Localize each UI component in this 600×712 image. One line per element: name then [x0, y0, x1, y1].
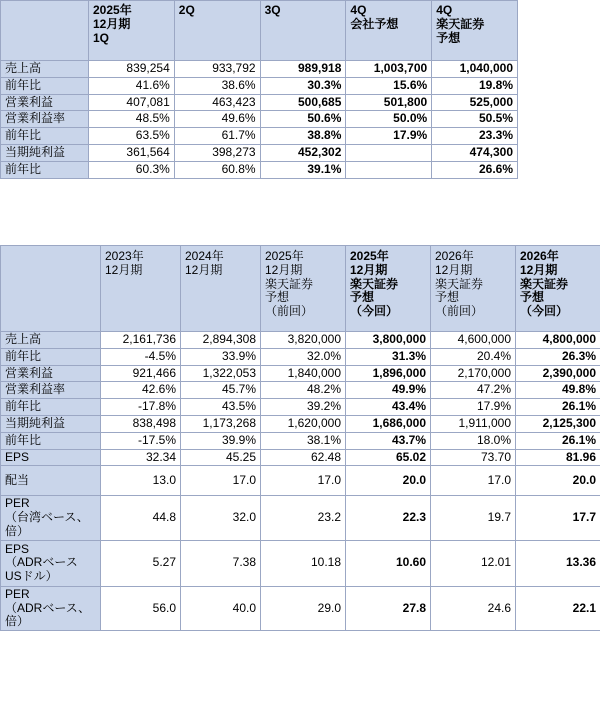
cell: 1,896,000	[346, 365, 431, 382]
row-label-line: USドル）	[5, 569, 58, 584]
cell: 26.3%	[516, 348, 600, 365]
table-row	[1, 348, 600, 365]
cell: 50.6%	[260, 111, 346, 128]
table-row	[1, 399, 600, 416]
header-line: 3Q	[264, 3, 281, 17]
cell: 65.02	[346, 449, 431, 466]
cell: 10.60	[346, 540, 431, 586]
header-cell-2025-new	[346, 246, 431, 332]
row-label	[1, 496, 101, 540]
cell: 839,254	[89, 61, 175, 78]
cell: 474,300	[432, 144, 518, 161]
header-line: 予想	[436, 30, 461, 45]
table-row	[1, 466, 600, 496]
cell: 361,564	[89, 144, 175, 161]
cell: 23.3%	[432, 128, 518, 145]
row-label: EPS	[1, 449, 101, 466]
cell: 17.0	[181, 466, 261, 496]
header-cell-2025-prev	[261, 246, 346, 332]
header-line: （今回）	[520, 304, 569, 319]
header-line: 12月期	[435, 262, 473, 277]
cell: 13.36	[516, 540, 600, 586]
cell: 47.2%	[431, 382, 516, 399]
header-line: 2025年	[350, 249, 389, 263]
cell: 48.5%	[89, 111, 175, 128]
cell	[346, 144, 432, 161]
row-label-line: PER	[5, 496, 30, 511]
cell: 62.48	[261, 449, 346, 466]
table-row	[1, 77, 518, 94]
cell: 41.6%	[89, 77, 175, 94]
header-cell-2023	[101, 246, 181, 332]
quarterly-results-table	[0, 0, 518, 179]
cell: 20.4%	[431, 348, 516, 365]
cell: 38.6%	[174, 77, 260, 94]
cell: 1,322,053	[181, 365, 261, 382]
header-cell-2q	[174, 1, 260, 61]
table-row	[1, 128, 518, 145]
row-label-line: （ADRベース、倍）	[5, 600, 91, 629]
cell: 29.0	[261, 586, 346, 630]
cell: 44.8	[101, 496, 181, 540]
row-label: 売上高	[1, 332, 101, 349]
cell: 10.18	[261, 540, 346, 586]
header-line: 12月期	[350, 262, 388, 277]
header-line: 4Q	[436, 3, 453, 17]
cell: 26.1%	[516, 399, 600, 416]
row-label	[1, 586, 101, 630]
header-line: 予想	[265, 290, 290, 305]
cell: 18.0%	[431, 432, 516, 449]
row-label: 売上高	[1, 61, 89, 78]
row-label: 前年比	[1, 77, 89, 94]
cell	[346, 161, 432, 178]
cell: -4.5%	[101, 348, 181, 365]
cell: 39.9%	[181, 432, 261, 449]
header-line: 予想	[435, 290, 460, 305]
cell: 2,125,300	[516, 415, 600, 432]
cell: 12.01	[431, 540, 516, 586]
header-line: 2024年	[185, 249, 224, 263]
cell: 19.8%	[432, 77, 518, 94]
cell: 4,600,000	[431, 332, 516, 349]
cell: 43.7%	[346, 432, 431, 449]
cell: 921,466	[101, 365, 181, 382]
cell: 3,820,000	[261, 332, 346, 349]
cell: 1,686,000	[346, 415, 431, 432]
cell: 73.70	[431, 449, 516, 466]
row-label: 営業利益	[1, 94, 89, 111]
cell: 56.0	[101, 586, 181, 630]
row-label: 営業利益率	[1, 382, 101, 399]
header-line: 楽天証券	[520, 276, 569, 291]
header-line: 楽天証券	[350, 276, 399, 291]
cell: 20.0	[516, 466, 600, 496]
annual-forecast-table	[0, 245, 600, 631]
row-label: 前年比	[1, 161, 89, 178]
header-line: 12月期	[105, 262, 143, 277]
header-line: （今回）	[350, 304, 399, 319]
table-row	[1, 144, 518, 161]
header-cell-blank	[1, 1, 89, 61]
cell: 17.7	[516, 496, 600, 540]
header-line: 予想	[520, 290, 545, 305]
row-label: 前年比	[1, 432, 101, 449]
cell: 452,302	[260, 144, 346, 161]
cell: 22.1	[516, 586, 600, 630]
cell: -17.5%	[101, 432, 181, 449]
cell: 1,840,000	[261, 365, 346, 382]
cell: 26.1%	[516, 432, 600, 449]
header-cell-2024	[181, 246, 261, 332]
cell: 39.1%	[260, 161, 346, 178]
cell: 2,894,308	[181, 332, 261, 349]
header-cell-4q-company	[346, 1, 432, 61]
row-label-line: （ADRベース	[5, 555, 78, 570]
header-line: 2025年	[265, 249, 304, 263]
cell: 48.2%	[261, 382, 346, 399]
cell: 50.5%	[432, 111, 518, 128]
cell: 2,390,000	[516, 365, 600, 382]
cell: 20.0	[346, 466, 431, 496]
table-row	[1, 161, 518, 178]
cell: 463,423	[174, 94, 260, 111]
cell: 1,911,000	[431, 415, 516, 432]
row-label: 前年比	[1, 128, 89, 145]
cell: 15.6%	[346, 77, 432, 94]
cell: 39.2%	[261, 399, 346, 416]
header-line: 楽天証券	[436, 16, 485, 31]
cell: 407,081	[89, 94, 175, 111]
header-line: 楽天証券	[265, 276, 314, 291]
row-label: 前年比	[1, 348, 101, 365]
cell: 525,000	[432, 94, 518, 111]
cell: 43.4%	[346, 399, 431, 416]
cell: 38.1%	[261, 432, 346, 449]
header-line: 2Q	[178, 3, 195, 17]
header-line: 会社予想	[350, 16, 399, 31]
cell: 1,003,700	[346, 61, 432, 78]
cell: 45.7%	[181, 382, 261, 399]
header-line: 1Q	[93, 30, 110, 45]
table-header-row	[1, 1, 518, 61]
cell: 60.8%	[174, 161, 260, 178]
cell: 81.96	[516, 449, 600, 466]
cell: 60.3%	[89, 161, 175, 178]
table-row	[1, 432, 600, 449]
table-row	[1, 586, 600, 630]
header-line: 12月期	[93, 16, 131, 31]
cell: 27.8	[346, 586, 431, 630]
cell: 49.8%	[516, 382, 600, 399]
cell: 32.34	[101, 449, 181, 466]
cell: 989,918	[260, 61, 346, 78]
header-line: 12月期	[520, 262, 558, 277]
cell: 31.3%	[346, 348, 431, 365]
header-line: 4Q	[350, 3, 367, 17]
cell: 63.5%	[89, 128, 175, 145]
table-row	[1, 111, 518, 128]
table-row	[1, 415, 600, 432]
cell: 43.5%	[181, 399, 261, 416]
header-cell-blank	[1, 246, 101, 332]
header-cell-2026-new	[516, 246, 600, 332]
cell: 7.38	[181, 540, 261, 586]
row-label: 配当	[1, 466, 101, 496]
header-line: 予想	[350, 290, 375, 305]
row-label: 営業利益	[1, 365, 101, 382]
header-line: 12月期	[265, 262, 303, 277]
cell: 17.0	[431, 466, 516, 496]
row-label: 前年比	[1, 399, 101, 416]
cell: 49.6%	[174, 111, 260, 128]
cell: 32.0%	[261, 348, 346, 365]
header-line: （前回）	[435, 304, 484, 319]
table-row	[1, 61, 518, 78]
table-header-row	[1, 246, 600, 332]
header-cell-4q-rakuten	[432, 1, 518, 61]
row-label: 当期純利益	[1, 144, 89, 161]
table-row	[1, 382, 600, 399]
cell: 61.7%	[174, 128, 260, 145]
table-row	[1, 332, 600, 349]
cell: 17.9%	[346, 128, 432, 145]
cell: 42.6%	[101, 382, 181, 399]
cell: 933,792	[174, 61, 260, 78]
row-label: 営業利益率	[1, 111, 89, 128]
table-row	[1, 449, 600, 466]
cell: 1,040,000	[432, 61, 518, 78]
header-line: 2026年	[435, 249, 474, 263]
table-row	[1, 94, 518, 111]
cell: 50.0%	[346, 111, 432, 128]
cell: 500,685	[260, 94, 346, 111]
header-line: 12月期	[185, 262, 223, 277]
row-label-line: EPS	[5, 541, 30, 556]
cell: 38.8%	[260, 128, 346, 145]
cell: 40.0	[181, 586, 261, 630]
row-label-line: PER	[5, 586, 30, 601]
header-line: 2026年	[520, 249, 559, 263]
cell: 30.3%	[260, 77, 346, 94]
row-label-line: （台湾ベース、倍）	[5, 510, 89, 538]
cell: 5.27	[101, 540, 181, 586]
cell: 398,273	[174, 144, 260, 161]
header-line: （前回）	[265, 304, 314, 319]
cell: 1,173,268	[181, 415, 261, 432]
cell: 2,170,000	[431, 365, 516, 382]
cell: 4,800,000	[516, 332, 600, 349]
row-label	[1, 540, 101, 586]
cell: 32.0	[181, 496, 261, 540]
cell: 3,800,000	[346, 332, 431, 349]
cell: 45.25	[181, 449, 261, 466]
cell: 17.0	[261, 466, 346, 496]
header-line: 2023年	[105, 249, 144, 263]
header-cell-1q	[89, 1, 175, 61]
header-line: 楽天証券	[435, 276, 484, 291]
cell: 1,620,000	[261, 415, 346, 432]
cell: 501,800	[346, 94, 432, 111]
table-row	[1, 496, 600, 540]
cell: 26.6%	[432, 161, 518, 178]
header-cell-3q	[260, 1, 346, 61]
cell: 49.9%	[346, 382, 431, 399]
cell: 33.9%	[181, 348, 261, 365]
cell: 19.7	[431, 496, 516, 540]
table-row	[1, 365, 600, 382]
cell: -17.8%	[101, 399, 181, 416]
table-row	[1, 540, 600, 586]
cell: 17.9%	[431, 399, 516, 416]
header-cell-2026-prev	[431, 246, 516, 332]
header-line: 2025年	[93, 3, 132, 17]
cell: 23.2	[261, 496, 346, 540]
cell: 13.0	[101, 466, 181, 496]
row-label: 当期純利益	[1, 415, 101, 432]
cell: 22.3	[346, 496, 431, 540]
cell: 2,161,736	[101, 332, 181, 349]
cell: 838,498	[101, 415, 181, 432]
cell: 24.6	[431, 586, 516, 630]
